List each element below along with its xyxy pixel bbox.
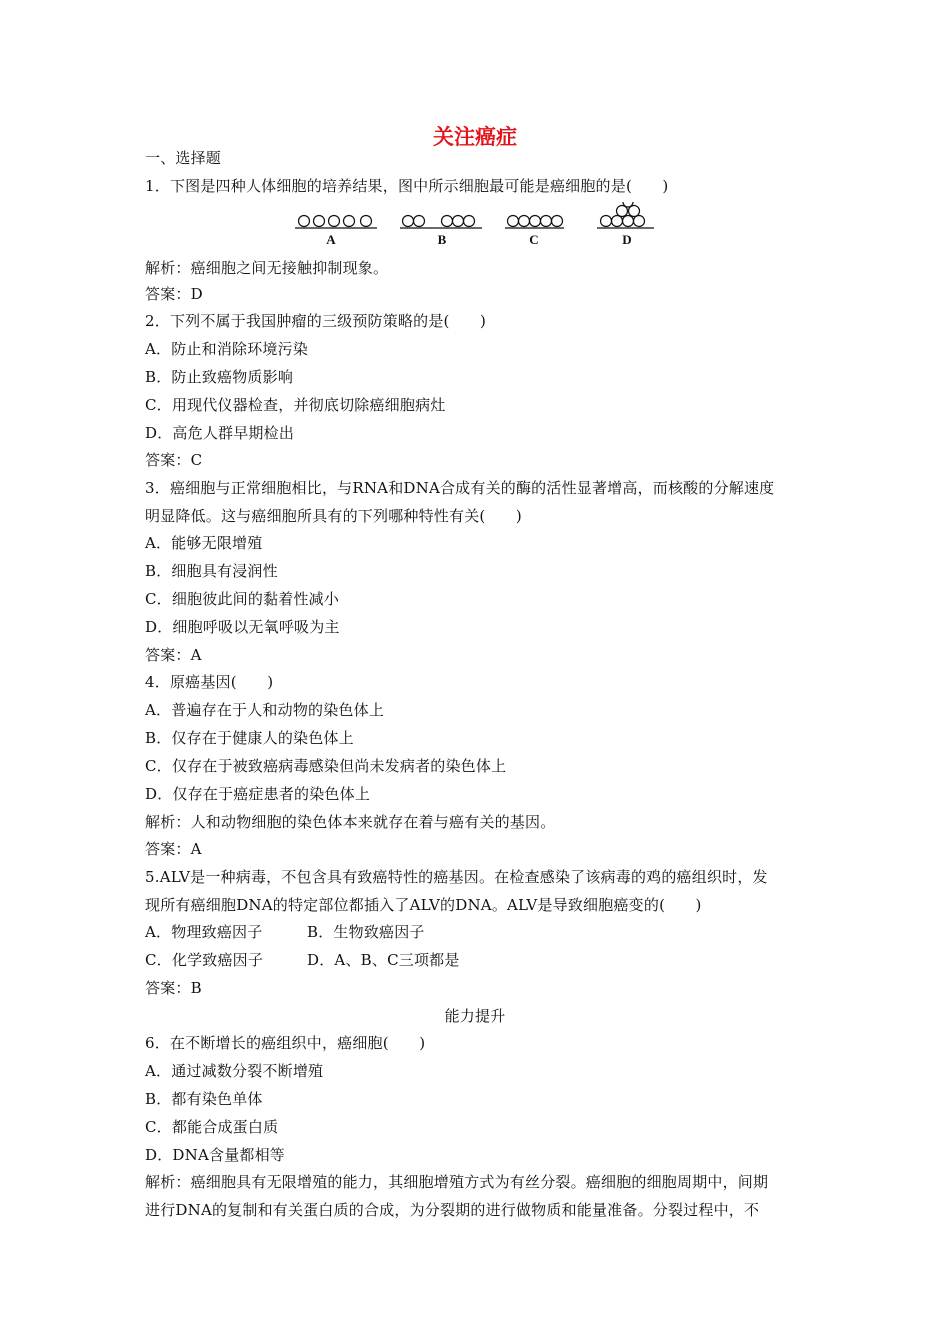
- question-6-option-a: A．通过减数分裂不断增殖: [145, 1062, 324, 1080]
- section-heading-ability: 能力提升: [444, 1007, 506, 1025]
- figure-label-c: C: [529, 232, 539, 247]
- cell: [464, 216, 475, 227]
- cell: [403, 216, 414, 227]
- question-5-option-d: D．A、B、C三项都是: [307, 951, 460, 969]
- question-6-analysis-line1: 解析：癌细胞具有无限增殖的能力，其细胞增殖方式为有丝分裂。癌细胞的细胞周期中，间期: [145, 1173, 769, 1191]
- cell: [344, 216, 355, 227]
- cell: [508, 216, 519, 227]
- figure-label-d: D: [622, 232, 632, 247]
- question-1-answer: 答案：D: [145, 285, 203, 303]
- question-4-option-c: C．仅存在于被致癌病毒感染但尚未发病者的染色体上: [145, 757, 507, 775]
- cell-culture-figure: [290, 202, 660, 248]
- question-2-option-d: D．高危人群早期检出: [145, 424, 295, 442]
- question-5-option-c: C．化学致癌因子: [145, 951, 264, 969]
- question-3-answer: 答案：A: [145, 646, 202, 664]
- question-4-stem: 4．原癌基因( ): [145, 673, 274, 691]
- question-2-stem: 2．下列不属于我国肿瘤的三级预防策略的是( ): [145, 312, 487, 330]
- cell: [541, 216, 552, 227]
- question-5-stem-line1: 5.ALV是一种病毒，不包含具有致癌特性的癌基因。在检查感染了该病毒的鸡的癌组织时，发: [145, 868, 768, 886]
- question-2-option-a: A．防止和消除环境污染: [145, 340, 309, 358]
- question-6-stem: 6．在不断增长的癌组织中，癌细胞( ): [145, 1034, 426, 1052]
- question-3-option-c: C．细胞彼此间的黏着性减小: [145, 590, 340, 608]
- cell: [634, 216, 645, 227]
- question-2-option-c: C．用现代仪器检查，并彻底切除癌细胞病灶: [145, 396, 446, 414]
- question-3-stem-line2: 明显降低。这与癌细胞所具有的下列哪种特性有关( ): [145, 507, 522, 525]
- question-1-analysis: 解析：癌细胞之间无接触抑制现象。: [145, 259, 389, 277]
- cell: [623, 216, 634, 227]
- cell: [442, 216, 453, 227]
- question-2-option-b: B．防止致癌物质影响: [145, 368, 294, 386]
- cell: [530, 216, 541, 227]
- question-6-option-b: B．都有染色单体: [145, 1090, 263, 1108]
- cell: [519, 216, 530, 227]
- question-3-option-a: A．能够无限增殖: [145, 534, 263, 552]
- question-5-option-b: B．生物致癌因子: [307, 923, 425, 941]
- question-5-options-row1: [145, 918, 813, 946]
- question-6-option-d: D．DNA含量都相等: [145, 1146, 286, 1164]
- cell-group-d: [597, 202, 654, 228]
- cell: [623, 202, 633, 207]
- question-1-stem: 1．下图是四种人体细胞的培养结果，图中所示细胞最可能是癌细胞的是( ): [145, 177, 669, 195]
- cell: [314, 216, 325, 227]
- question-4-answer: 答案：A: [145, 840, 202, 858]
- question-6-option-c: C．都能合成蛋白质: [145, 1118, 279, 1136]
- question-2-answer: 答案：C: [145, 451, 203, 469]
- figure-label-a: A: [326, 232, 336, 247]
- cell: [414, 216, 425, 227]
- question-5-options-row2: [145, 946, 813, 974]
- cell: [601, 216, 612, 227]
- figure-label-b: B: [437, 232, 447, 247]
- question-4-option-b: B．仅存在于健康人的染色体上: [145, 729, 354, 747]
- question-4-option-d: D．仅存在于癌症患者的染色体上: [145, 785, 371, 803]
- question-4-option-a: A．普遍存在于人和动物的染色体上: [145, 701, 385, 719]
- question-3-option-d: D．细胞呼吸以无氧呼吸为主: [145, 618, 340, 636]
- question-5-answer: 答案：B: [145, 979, 202, 997]
- question-3-stem-line1: 3．癌细胞与正常细胞相比，与RNA和DNA合成有关的酶的活性显著增高，而核酸的分解速度: [145, 479, 775, 497]
- cell-group-a: [295, 216, 377, 229]
- question-5-option-a: A．物理致癌因子: [145, 923, 263, 941]
- question-4-analysis: 解析：人和动物细胞的染色体本来就存在着与癌有关的基因。: [145, 813, 556, 831]
- question-6-analysis-line2: 进行DNA的复制和有关蛋白质的合成，为分裂期的进行做物质和能量准备。分裂过程中，不: [145, 1201, 760, 1219]
- cell: [612, 216, 623, 227]
- section-heading-choice: 一、选择题: [145, 149, 222, 167]
- question-5-stem-line2: 现所有癌细胞DNA的特定部位都插入了ALV的DNA。ALV是导致细胞癌变的( ): [145, 896, 702, 914]
- cell: [552, 216, 563, 227]
- question-3-option-b: B．细胞具有浸润性: [145, 562, 278, 580]
- cell: [361, 216, 372, 227]
- cell: [453, 216, 464, 227]
- cell: [299, 216, 310, 227]
- cell-group-c: [505, 216, 564, 229]
- cell-group-b: [400, 216, 482, 229]
- cell: [329, 216, 340, 227]
- page-title: 关注癌症: [433, 125, 517, 149]
